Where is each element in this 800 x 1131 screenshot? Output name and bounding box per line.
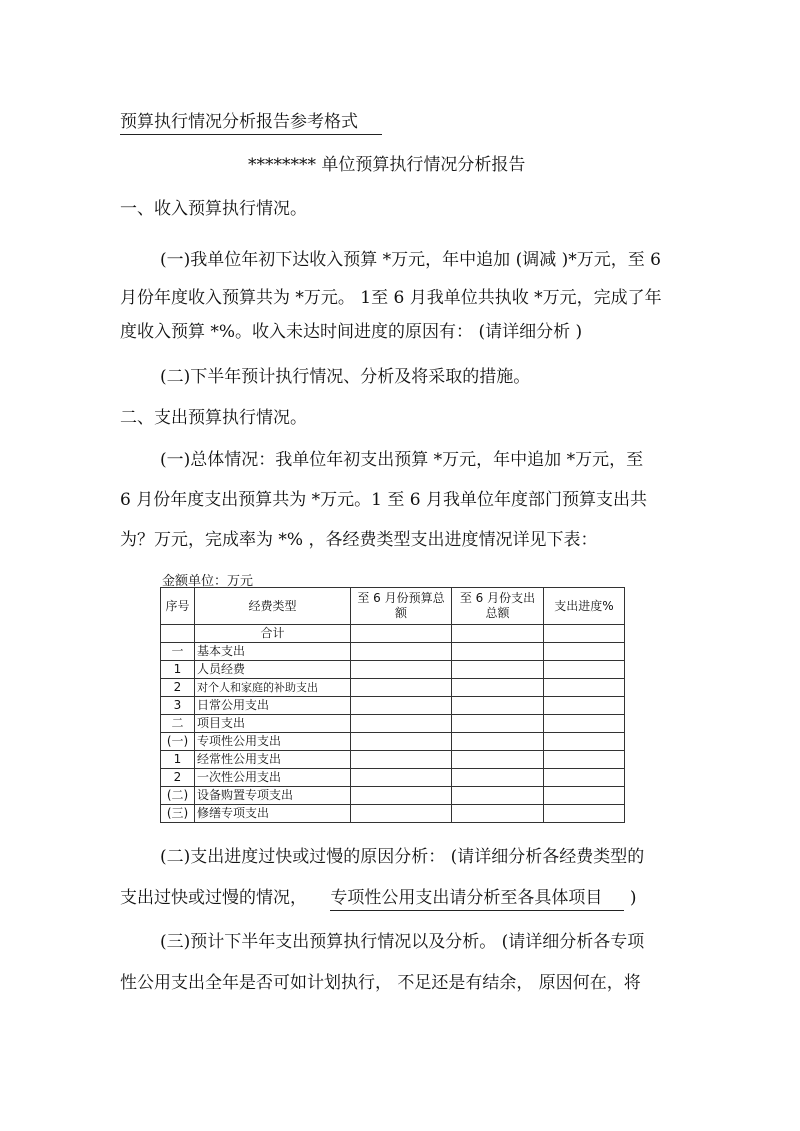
row-type: 修缮专项支出 xyxy=(195,805,351,823)
row-type: 基本支出 xyxy=(195,643,351,661)
row-budget-cell xyxy=(351,805,452,823)
row-seq: (一) xyxy=(161,733,195,751)
row-type: 人员经费 xyxy=(195,661,351,679)
reason-text-a: 支出过快或过慢的情况， xyxy=(120,888,307,908)
report-title: ******** 单位预算执行情况分析报告 xyxy=(248,155,526,175)
income-paragraph-line-3: 度收入预算 *%。收入未达时间进度的原因有： (请详细分析 ) xyxy=(120,322,583,342)
row-expense-cell xyxy=(452,733,544,751)
row-expense-cell xyxy=(452,679,544,697)
income-paragraph-line-2: 月份年度收入预算共为 *万元。 1至 6 月我单位共执收 *万元，完成了年 xyxy=(120,288,662,308)
expense-paragraph-line-1: (一)总体情况：我单位年初支出预算 *万元，年中追加 *万元，至 xyxy=(160,450,644,470)
row-type: 专项性公用支出 xyxy=(195,733,351,751)
reason-paragraph-line-2 xyxy=(120,888,636,908)
header-expense-total: 至 6 月份支出总额 xyxy=(452,588,544,625)
row-progress-cell xyxy=(544,715,625,733)
row-seq: 3 xyxy=(161,697,195,715)
doc-top-title: 预算执行情况分析报告参考格式 xyxy=(120,112,382,135)
reason-paragraph-line-1: (二)支出进度过快或过慢的原因分析： (请详细分析各经费类型的 xyxy=(160,847,645,867)
row-budget-cell xyxy=(351,625,452,643)
table-row xyxy=(161,679,625,697)
row-budget-cell xyxy=(351,733,452,751)
table-row xyxy=(161,769,625,787)
row-expense-cell xyxy=(452,769,544,787)
row-seq: 1 xyxy=(161,751,195,769)
row-seq: 2 xyxy=(161,769,195,787)
row-type: 对个人和家庭的补助支出 xyxy=(195,679,351,697)
row-expense-cell xyxy=(452,697,544,715)
table-row xyxy=(161,715,625,733)
row-expense-cell xyxy=(452,751,544,769)
row-progress-cell xyxy=(544,661,625,679)
table-row xyxy=(161,625,625,643)
row-type: 一次性公用支出 xyxy=(195,769,351,787)
row-budget-cell xyxy=(351,715,452,733)
section-1-heading: 一、收入预算执行情况。 xyxy=(120,199,307,219)
reason-text-underlined: 专项性公用支出请分析至各具体项目 xyxy=(330,888,624,911)
row-seq xyxy=(161,625,195,643)
table-row xyxy=(161,697,625,715)
row-type: 日常公用支出 xyxy=(195,697,351,715)
row-budget-cell xyxy=(351,697,452,715)
reason-text-close: ) xyxy=(629,888,637,908)
expense-paragraph-line-3: 为？万元，完成率为 *% ，各经费类型支出进度情况详见下表： xyxy=(120,530,598,550)
row-seq: (二) xyxy=(161,787,195,805)
income-paragraph-line-1: (一)我单位年初下达收入预算 *万元，年中追加 (调减 )*万元，至 6 xyxy=(160,250,661,270)
table-row xyxy=(161,751,625,769)
header-type: 经费类型 xyxy=(195,588,351,625)
table-row xyxy=(161,661,625,679)
row-type: 合计 xyxy=(195,625,351,643)
row-progress-cell xyxy=(544,805,625,823)
row-progress-cell xyxy=(544,733,625,751)
header-progress: 支出进度% xyxy=(544,588,625,625)
row-budget-cell xyxy=(351,751,452,769)
row-seq: 1 xyxy=(161,661,195,679)
table-row xyxy=(161,643,625,661)
row-progress-cell xyxy=(544,643,625,661)
row-type: 经常性公用支出 xyxy=(195,751,351,769)
budget-table xyxy=(160,587,625,823)
expense-paragraph-line-2: 6 月份年度支出预算共为 *万元。1 至 6 月我单位年度部门预算支出共 xyxy=(120,490,647,510)
row-expense-cell xyxy=(452,643,544,661)
row-budget-cell xyxy=(351,643,452,661)
row-progress-cell xyxy=(544,697,625,715)
row-progress-cell xyxy=(544,625,625,643)
header-budget-total: 至 6 月份预算总额 xyxy=(351,588,452,625)
row-budget-cell xyxy=(351,787,452,805)
row-type: 项目支出 xyxy=(195,715,351,733)
table-row xyxy=(161,787,625,805)
row-budget-cell xyxy=(351,679,452,697)
row-budget-cell xyxy=(351,661,452,679)
table-row xyxy=(161,733,625,751)
row-expense-cell xyxy=(452,661,544,679)
table-header-row xyxy=(161,588,625,625)
income-forecast-paragraph: (二)下半年预计执行情况、分析及将采取的措施。 xyxy=(160,367,531,387)
row-type: 设备购置专项支出 xyxy=(195,787,351,805)
forecast-paragraph-line-1: (三)预计下半年支出预算执行情况以及分析。 (请详细分析各专项 xyxy=(160,932,645,952)
row-seq: 一 xyxy=(161,643,195,661)
section-2-heading: 二、支出预算执行情况。 xyxy=(120,408,307,428)
row-budget-cell xyxy=(351,769,452,787)
row-expense-cell xyxy=(452,805,544,823)
row-progress-cell xyxy=(544,769,625,787)
forecast-paragraph-line-2: 性公用支出全年是否可如计划执行， 不足还是有结余， 原因何在，将 xyxy=(120,973,641,993)
row-seq: (三) xyxy=(161,805,195,823)
row-progress-cell xyxy=(544,751,625,769)
row-progress-cell xyxy=(544,787,625,805)
row-expense-cell xyxy=(452,715,544,733)
row-seq: 2 xyxy=(161,679,195,697)
row-progress-cell xyxy=(544,679,625,697)
table-unit-label: 金额单位：万元 xyxy=(162,574,254,589)
header-seq: 序号 xyxy=(161,588,195,625)
table-row xyxy=(161,805,625,823)
row-expense-cell xyxy=(452,625,544,643)
row-seq: 二 xyxy=(161,715,195,733)
row-expense-cell xyxy=(452,787,544,805)
